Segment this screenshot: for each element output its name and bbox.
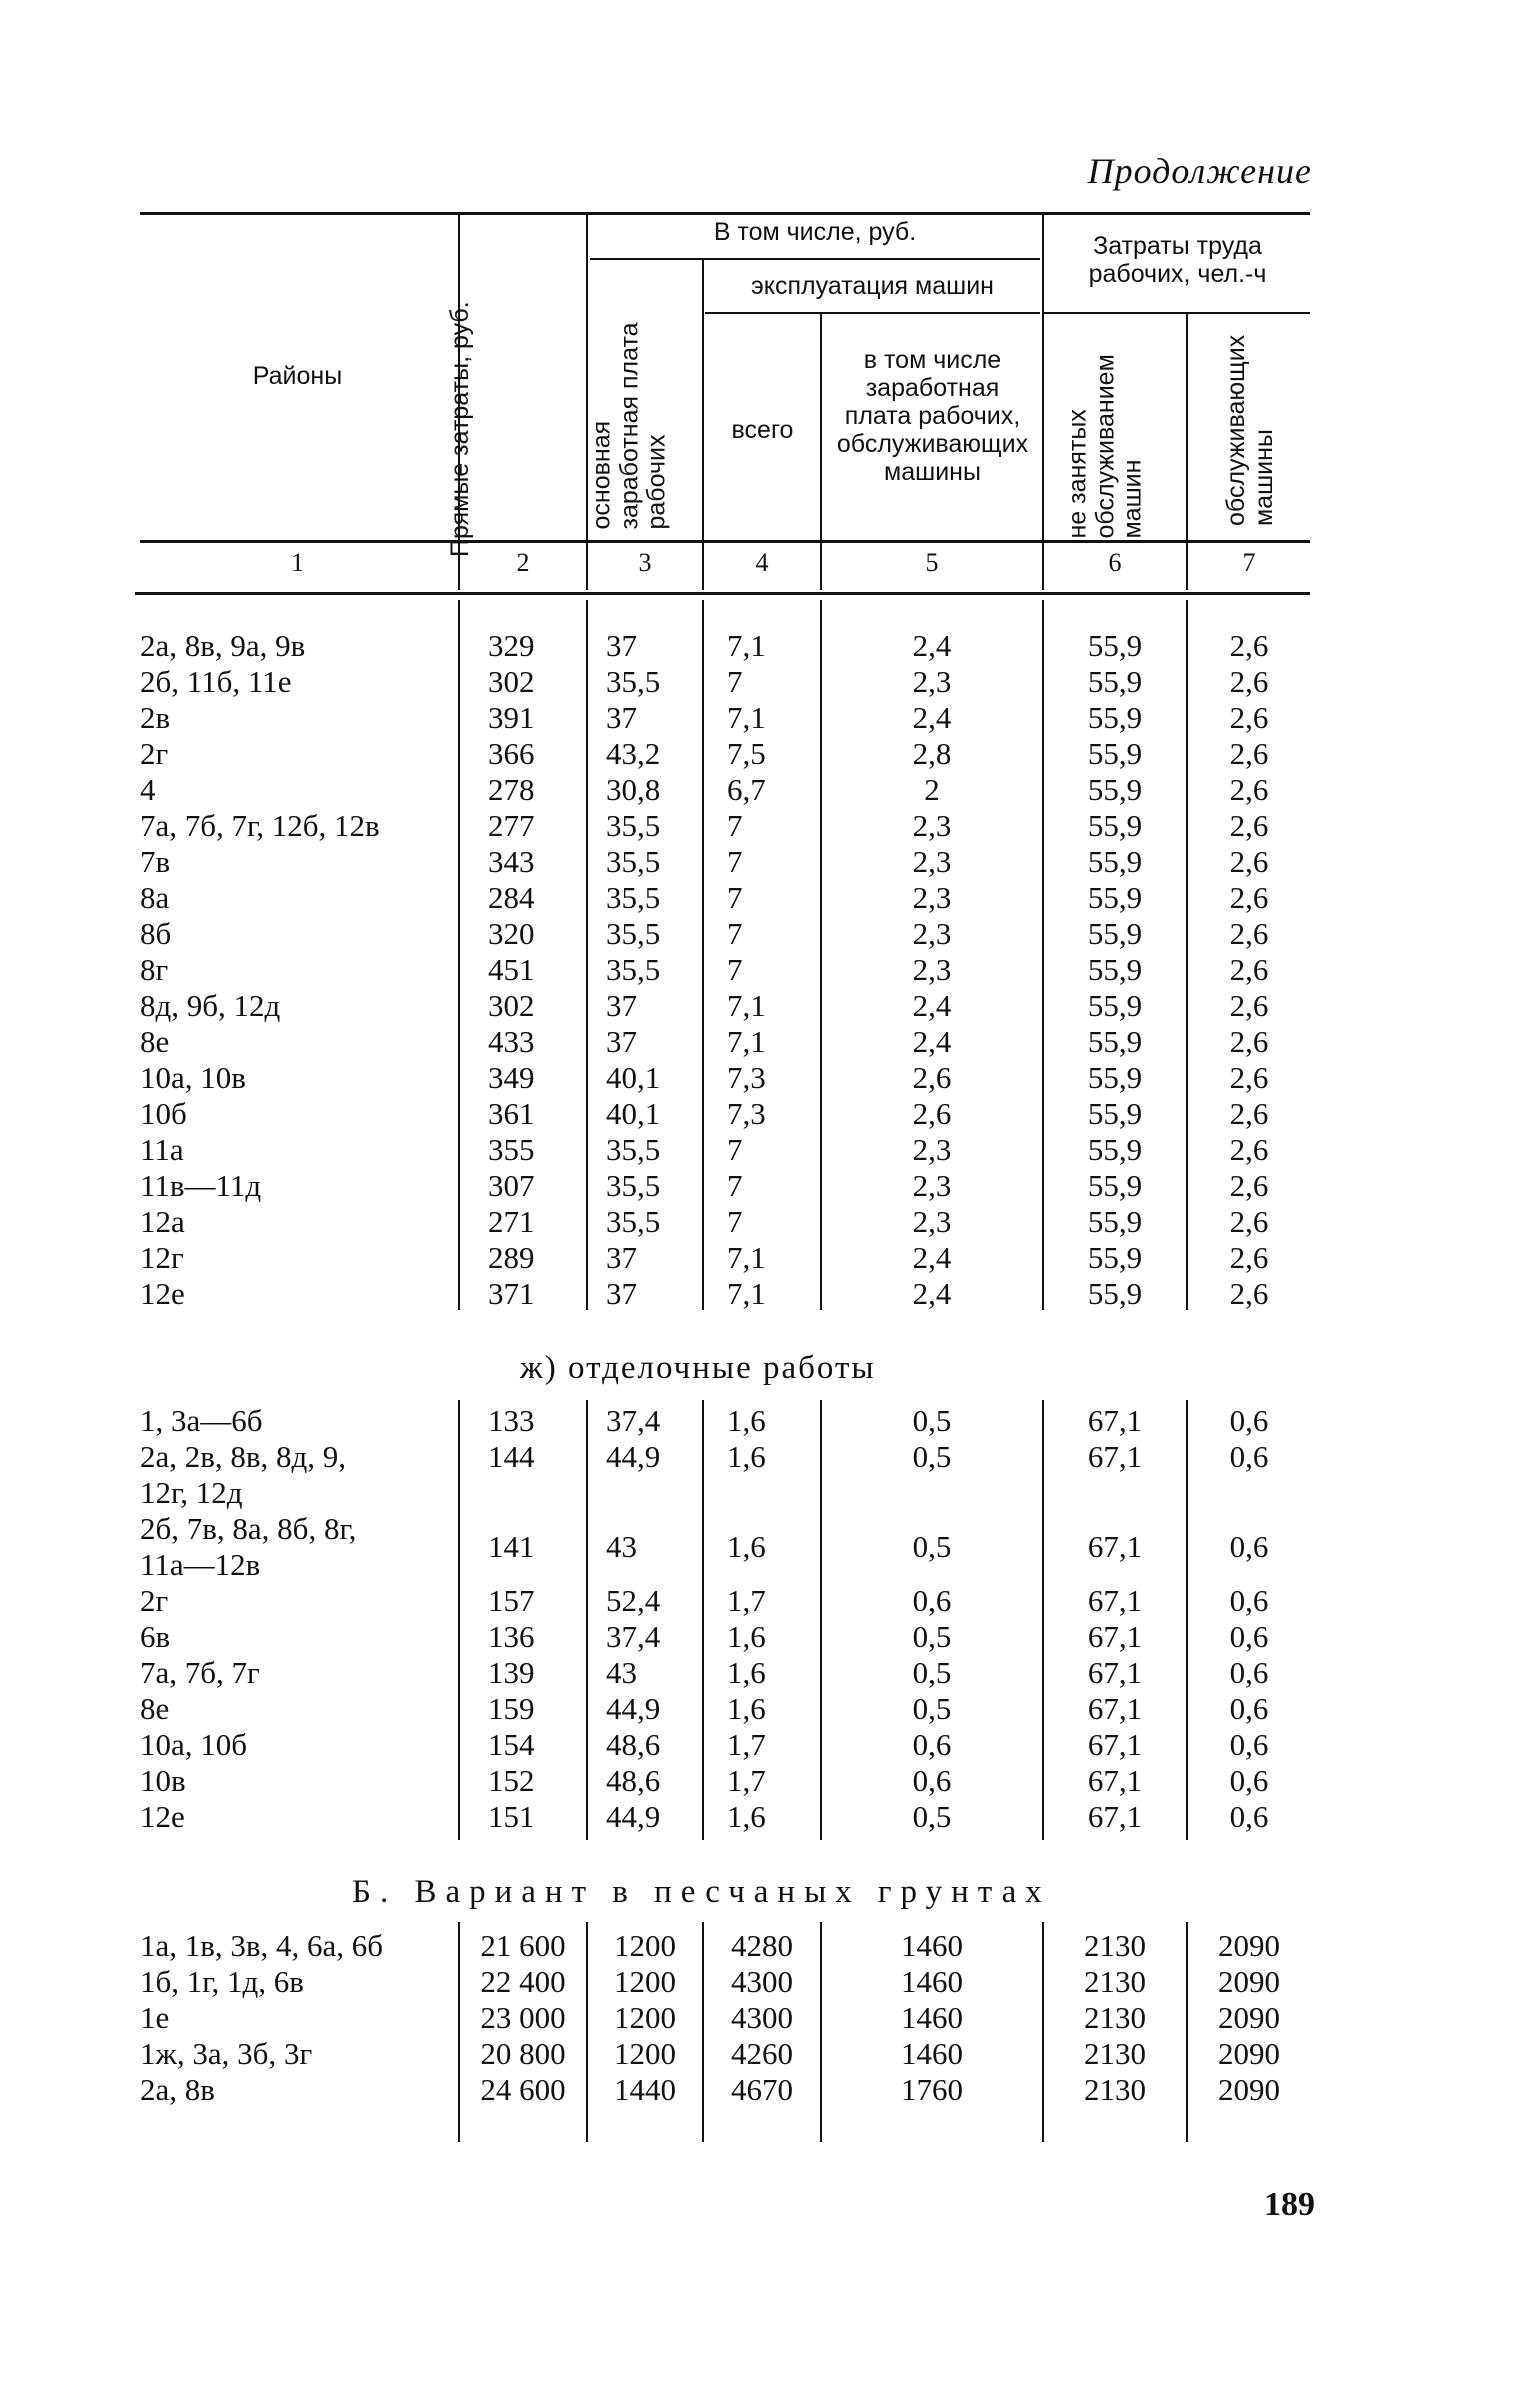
cell-col2: 144 bbox=[488, 1439, 535, 1474]
cell-col4: 7 bbox=[727, 1204, 743, 1239]
cell-col6: 55,9 bbox=[1087, 664, 1143, 699]
cell-col6: 2130 bbox=[1084, 2036, 1146, 2071]
cell-col3: 1440 bbox=[614, 2072, 676, 2107]
cell-col1: 1б, 1г, 1д, 6в bbox=[140, 1964, 304, 1999]
cell-col2: 355 bbox=[488, 1132, 535, 1167]
cell-col5: 0,5 bbox=[912, 1655, 952, 1690]
cell-col2: 24 600 bbox=[480, 2072, 566, 2107]
s1-vline-3 bbox=[702, 600, 704, 1310]
cell-col7: 2090 bbox=[1218, 2036, 1280, 2071]
cell-col6: 2130 bbox=[1084, 2072, 1146, 2107]
cell-col5: 2,6 bbox=[912, 1060, 952, 1095]
cell-col2: 159 bbox=[488, 1691, 535, 1726]
cell-col5: 2,4 bbox=[912, 700, 952, 735]
cell-col2: 343 bbox=[488, 844, 535, 879]
colnum-7: 7 bbox=[1242, 548, 1256, 577]
cell-col5: 1460 bbox=[901, 1964, 963, 1999]
cell-col6: 55,9 bbox=[1087, 880, 1143, 915]
continuation-label: Продолжение bbox=[1087, 151, 1312, 191]
cell-col1: 11а bbox=[140, 1132, 184, 1167]
cell-col6: 55,9 bbox=[1087, 700, 1143, 735]
cell-col2: 151 bbox=[488, 1799, 535, 1834]
cell-col3: 48,6 bbox=[606, 1763, 661, 1798]
cell-col3: 1200 bbox=[614, 2036, 676, 2071]
cell-col1: 2б, 11б, 11е bbox=[140, 664, 292, 699]
cell-col2: 433 bbox=[488, 1024, 535, 1059]
cell-col5: 2,3 bbox=[912, 1132, 952, 1167]
cell-col3: 44,9 bbox=[606, 1799, 661, 1834]
cell-col2: 22 400 bbox=[480, 1964, 566, 1999]
cell-col6: 55,9 bbox=[1087, 1276, 1143, 1311]
cell-col6: 67,1 bbox=[1087, 1763, 1143, 1798]
cell-col4: 7 bbox=[727, 1132, 743, 1167]
cell-col5: 2,3 bbox=[912, 952, 952, 987]
cell-col7: 2,6 bbox=[1229, 880, 1269, 915]
header-bottom-rule bbox=[140, 540, 1310, 543]
header-not-serving: не занятых обслуживанием машин bbox=[1063, 354, 1147, 539]
cell-col7: 2,6 bbox=[1229, 844, 1269, 879]
header-serving: обслуживающих машины bbox=[1222, 334, 1278, 526]
cell-col7: 2,6 bbox=[1229, 1024, 1269, 1059]
s1-vline-1 bbox=[458, 600, 460, 1310]
cell-col4: 1,6 bbox=[727, 1619, 766, 1654]
cell-col4: 1,7 bbox=[727, 1727, 766, 1762]
cell-col4: 7 bbox=[727, 880, 743, 915]
header-vline-3 bbox=[702, 260, 704, 590]
cell-col6: 67,1 bbox=[1087, 1619, 1143, 1654]
cell-col2: 451 bbox=[488, 952, 535, 987]
cell-col1: 8а bbox=[140, 880, 170, 915]
cell-col2: 21 600 bbox=[480, 1928, 566, 1963]
cell-col6: 55,9 bbox=[1087, 808, 1143, 843]
cell-col3: 1200 bbox=[614, 1928, 676, 1963]
cell-col5: 0,5 bbox=[912, 1529, 952, 1564]
cell-col1: 12г, 12д bbox=[140, 1475, 243, 1510]
cell-col5: 2,3 bbox=[912, 916, 952, 951]
cell-col4: 7,1 bbox=[727, 700, 766, 735]
cell-col2: 152 bbox=[488, 1763, 535, 1798]
cell-col7: 2,6 bbox=[1229, 700, 1269, 735]
cell-col3: 30,8 bbox=[606, 772, 661, 807]
cell-col6: 67,1 bbox=[1087, 1439, 1143, 1474]
cell-col2: 284 bbox=[488, 880, 535, 915]
cell-col1: 8е bbox=[140, 1691, 170, 1726]
cell-col3: 37,4 bbox=[606, 1403, 661, 1438]
cell-col7: 0,6 bbox=[1229, 1727, 1269, 1762]
cell-col7: 2090 bbox=[1218, 2000, 1280, 2035]
cell-col5: 0,5 bbox=[912, 1403, 952, 1438]
cell-col6: 67,1 bbox=[1087, 1583, 1143, 1618]
cell-col2: 277 bbox=[488, 808, 535, 843]
cell-col2: 361 bbox=[488, 1096, 535, 1131]
cell-col6: 55,9 bbox=[1087, 1096, 1143, 1131]
cell-col3: 35,5 bbox=[606, 952, 661, 987]
cell-col7: 2090 bbox=[1218, 2072, 1280, 2107]
cell-col7: 0,6 bbox=[1229, 1655, 1269, 1690]
cell-col7: 2,6 bbox=[1229, 1132, 1269, 1167]
cell-col4: 4300 bbox=[731, 2000, 793, 2035]
cell-col7: 2,6 bbox=[1229, 772, 1269, 807]
cell-col4: 7,1 bbox=[727, 628, 766, 663]
cell-col5: 2,3 bbox=[912, 664, 952, 699]
cell-col1: 1е bbox=[140, 2000, 170, 2035]
cell-col4: 7 bbox=[727, 808, 743, 843]
cell-col4: 1,7 bbox=[727, 1763, 766, 1798]
cell-col5: 0,6 bbox=[912, 1727, 952, 1762]
cell-col2: 141 bbox=[488, 1529, 535, 1564]
cell-col1: 8г bbox=[140, 952, 169, 987]
cell-col2: 136 bbox=[488, 1619, 535, 1654]
s2-vline-2 bbox=[586, 1400, 588, 1840]
cell-col7: 2,6 bbox=[1229, 916, 1269, 951]
colnum-1: 1 bbox=[291, 548, 304, 577]
cell-col6: 55,9 bbox=[1087, 1240, 1143, 1275]
cell-col1: 2г bbox=[140, 736, 169, 771]
cell-col1: 12е bbox=[140, 1799, 185, 1834]
cell-col1: 2б, 7в, 8а, 8б, 8г, bbox=[140, 1511, 357, 1546]
cell-col4: 7,5 bbox=[727, 736, 766, 771]
cell-col5: 2,4 bbox=[912, 1024, 952, 1059]
cell-col1: 1ж, 3а, 3б, 3г bbox=[140, 2036, 313, 2071]
cell-col5: 2,4 bbox=[912, 1276, 952, 1311]
cell-col7: 2,6 bbox=[1229, 952, 1269, 987]
cell-col4: 1,6 bbox=[727, 1403, 766, 1438]
cell-col2: 329 bbox=[488, 628, 535, 663]
cell-col7: 0,6 bbox=[1229, 1691, 1269, 1726]
cell-col1: 10б bbox=[140, 1096, 187, 1131]
header-machines: эксплуатация машин bbox=[751, 272, 994, 300]
cell-col5: 1760 bbox=[901, 2072, 963, 2107]
header-total: всего bbox=[731, 416, 794, 444]
cell-col1: 8б bbox=[140, 916, 172, 951]
cell-col4: 7,1 bbox=[727, 1024, 766, 1059]
cell-col6: 55,9 bbox=[1087, 1132, 1143, 1167]
s2-vline-1 bbox=[458, 1400, 460, 1840]
cell-col6: 55,9 bbox=[1087, 628, 1143, 663]
cell-col3: 35,5 bbox=[606, 1132, 661, 1167]
section2-title: ж) отделочные работы bbox=[520, 1350, 876, 1386]
cell-col2: 154 bbox=[488, 1727, 535, 1762]
cell-col5: 1460 bbox=[901, 1928, 963, 1963]
cell-col5: 0,5 bbox=[912, 1691, 952, 1726]
cell-col7: 2,6 bbox=[1229, 1204, 1269, 1239]
cell-col6: 55,9 bbox=[1087, 772, 1143, 807]
cell-col3: 37,4 bbox=[606, 1619, 661, 1654]
cell-col4: 7,3 bbox=[727, 1060, 766, 1095]
cell-col7: 0,6 bbox=[1229, 1403, 1269, 1438]
cell-col7: 2,6 bbox=[1229, 988, 1269, 1023]
cell-col7: 2,6 bbox=[1229, 1060, 1269, 1095]
cell-col3: 44,9 bbox=[606, 1691, 661, 1726]
cell-col3: 1200 bbox=[614, 2000, 676, 2035]
cell-col3: 35,5 bbox=[606, 844, 661, 879]
cell-col3: 35,5 bbox=[606, 1204, 661, 1239]
cell-col7: 2090 bbox=[1218, 1928, 1280, 1963]
cell-col3: 37 bbox=[606, 628, 637, 663]
cell-col2: 20 800 bbox=[480, 2036, 566, 2071]
colnum-3: 3 bbox=[638, 548, 652, 577]
colnum-2: 2 bbox=[516, 548, 530, 577]
labor-rule bbox=[1042, 312, 1310, 314]
cell-col1: 2а, 2в, 8в, 8д, 9, bbox=[140, 1439, 347, 1474]
cell-col1: 2в bbox=[140, 700, 171, 735]
cell-col3: 48,6 bbox=[606, 1727, 661, 1762]
colnum-bottom-rule bbox=[135, 592, 1310, 595]
cell-col7: 0,6 bbox=[1229, 1619, 1269, 1654]
cell-col2: 289 bbox=[488, 1240, 535, 1275]
cell-col1: 8д, 9б, 12д bbox=[140, 988, 281, 1023]
cell-col5: 0,5 bbox=[912, 1619, 952, 1654]
cell-col3: 40,1 bbox=[606, 1060, 661, 1095]
cell-col4: 7 bbox=[727, 664, 743, 699]
cell-col2: 302 bbox=[488, 664, 535, 699]
cell-col4: 7,1 bbox=[727, 1240, 766, 1275]
cell-col3: 37 bbox=[606, 700, 637, 735]
cell-col7: 2,6 bbox=[1229, 1096, 1269, 1131]
cell-col7: 2,6 bbox=[1229, 808, 1269, 843]
cell-col3: 37 bbox=[606, 1024, 637, 1059]
header-regions: Районы bbox=[252, 362, 343, 390]
cell-col6: 2130 bbox=[1084, 1928, 1146, 1963]
cell-col7: 0,6 bbox=[1229, 1763, 1269, 1798]
cell-col1: 11а—12в bbox=[140, 1547, 261, 1582]
cell-col7: 2,6 bbox=[1229, 628, 1269, 663]
cell-col5: 2,4 bbox=[912, 1240, 952, 1275]
header-machine-wage: в том числе заработная плата рабочих, обслуживающих машины bbox=[836, 346, 1029, 486]
cell-col6: 55,9 bbox=[1087, 736, 1143, 771]
cell-col1: 7а, 7б, 7г, 12б, 12в bbox=[140, 808, 380, 843]
cell-col2: 133 bbox=[488, 1403, 535, 1438]
header-labor: Затраты труда рабочих, чел.-ч bbox=[1088, 232, 1267, 288]
cell-col6: 67,1 bbox=[1087, 1403, 1143, 1438]
header-top-rule bbox=[140, 212, 1310, 215]
cell-col3: 37 bbox=[606, 1240, 637, 1275]
cell-col4: 4260 bbox=[731, 2036, 793, 2071]
cell-col6: 67,1 bbox=[1087, 1691, 1143, 1726]
cell-col7: 2090 bbox=[1218, 1964, 1280, 1999]
cell-col1: 12г bbox=[140, 1240, 184, 1275]
cell-col5: 2,3 bbox=[912, 1168, 952, 1203]
cell-col2: 278 bbox=[488, 772, 535, 807]
header-incl: В том числе, руб. bbox=[713, 218, 917, 246]
cell-col6: 67,1 bbox=[1087, 1529, 1143, 1564]
cell-col4: 1,6 bbox=[727, 1529, 766, 1564]
cell-col6: 2130 bbox=[1084, 1964, 1146, 1999]
cell-col2: 307 bbox=[488, 1168, 535, 1203]
cell-col4: 7 bbox=[727, 1168, 743, 1203]
cell-col1: 2а, 8в bbox=[140, 2072, 215, 2107]
cell-col1: 1а, 1в, 3в, 4, 6а, 6б bbox=[140, 1928, 384, 1963]
cell-col5: 2,3 bbox=[912, 1204, 952, 1239]
incl-rule bbox=[590, 258, 1040, 260]
cell-col4: 4280 bbox=[731, 1928, 793, 1963]
cell-col5: 2,6 bbox=[912, 1096, 952, 1131]
cell-col6: 67,1 bbox=[1087, 1655, 1143, 1690]
cell-col3: 35,5 bbox=[606, 808, 661, 843]
cell-col5: 1460 bbox=[901, 2036, 963, 2071]
cell-col6: 55,9 bbox=[1087, 1060, 1143, 1095]
cell-col1: 8е bbox=[140, 1024, 170, 1059]
cell-col5: 0,6 bbox=[912, 1583, 952, 1618]
cell-col4: 4300 bbox=[731, 1964, 793, 1999]
cell-col5: 2 bbox=[924, 772, 940, 807]
cell-col7: 2,6 bbox=[1229, 1276, 1269, 1311]
cell-col2: 139 bbox=[488, 1655, 535, 1690]
cell-col4: 7 bbox=[727, 844, 743, 879]
cell-col3: 44,9 bbox=[606, 1439, 661, 1474]
cell-col3: 37 bbox=[606, 988, 637, 1023]
cell-col2: 320 bbox=[488, 916, 535, 951]
cell-col2: 302 bbox=[488, 988, 535, 1023]
cell-col1: 10в bbox=[140, 1763, 186, 1798]
cell-col4: 1,6 bbox=[727, 1655, 766, 1690]
page-number: 189 bbox=[1264, 2186, 1315, 2223]
machines-rule bbox=[705, 312, 1040, 314]
cell-col2: 366 bbox=[488, 736, 535, 771]
cell-col5: 2,3 bbox=[912, 808, 952, 843]
cell-col6: 2130 bbox=[1084, 2000, 1146, 2035]
cell-col7: 2,6 bbox=[1229, 664, 1269, 699]
cell-col4: 7 bbox=[727, 916, 743, 951]
cell-col5: 2,4 bbox=[912, 628, 952, 663]
cell-col1: 7а, 7б, 7г bbox=[140, 1655, 260, 1690]
header-base-wage: основная заработная плата рабочих bbox=[587, 322, 671, 530]
header-vline-5 bbox=[1042, 215, 1044, 590]
colnum-5: 5 bbox=[925, 548, 939, 577]
cell-col6: 55,9 bbox=[1087, 1204, 1143, 1239]
cell-col6: 67,1 bbox=[1087, 1799, 1143, 1834]
cell-col1: 10а, 10в bbox=[140, 1060, 246, 1095]
cell-col3: 43,2 bbox=[606, 736, 661, 771]
cell-col4: 7 bbox=[727, 952, 743, 987]
cell-col5: 0,5 bbox=[912, 1799, 952, 1834]
cell-col2: 371 bbox=[488, 1276, 535, 1311]
cell-col1: 6в bbox=[140, 1619, 171, 1654]
cell-col3: 43 bbox=[606, 1529, 637, 1564]
cell-col3: 35,5 bbox=[606, 880, 661, 915]
cell-col3: 35,5 bbox=[606, 916, 661, 951]
header-direct-costs: Прямые затраты, руб. bbox=[446, 301, 474, 557]
cell-col3: 52,4 bbox=[606, 1583, 661, 1618]
cell-col2: 23 000 bbox=[480, 2000, 566, 2035]
cell-col3: 35,5 bbox=[606, 1168, 661, 1203]
cell-col2: 271 bbox=[488, 1204, 535, 1239]
cell-col3: 40,1 bbox=[606, 1096, 661, 1131]
cell-col4: 1,7 bbox=[727, 1583, 766, 1618]
cell-col1: 4 bbox=[140, 772, 156, 807]
cell-col5: 2,3 bbox=[912, 844, 952, 879]
cell-col3: 35,5 bbox=[606, 664, 661, 699]
cell-col5: 0,5 bbox=[912, 1439, 952, 1474]
cell-col7: 0,6 bbox=[1229, 1799, 1269, 1834]
cell-col1: 12е bbox=[140, 1276, 185, 1311]
cell-col6: 55,9 bbox=[1087, 988, 1143, 1023]
cell-col4: 7,3 bbox=[727, 1096, 766, 1131]
s2-vline-3 bbox=[702, 1400, 704, 1840]
cell-col7: 2,6 bbox=[1229, 1168, 1269, 1203]
cell-col2: 349 bbox=[488, 1060, 535, 1095]
cell-col5: 1460 bbox=[901, 2000, 963, 2035]
cell-col4: 7,1 bbox=[727, 988, 766, 1023]
cell-col6: 67,1 bbox=[1087, 1727, 1143, 1762]
cell-col4: 7,1 bbox=[727, 1276, 766, 1311]
cell-col1: 11в—11д bbox=[140, 1168, 262, 1203]
cell-col3: 43 bbox=[606, 1655, 637, 1690]
cell-col1: 7в bbox=[140, 844, 171, 879]
cell-col3: 37 bbox=[606, 1276, 637, 1311]
cell-col1: 10а, 10б bbox=[140, 1727, 248, 1762]
cell-col4: 1,6 bbox=[727, 1439, 766, 1474]
cell-col4: 1,6 bbox=[727, 1691, 766, 1726]
cell-col7: 0,6 bbox=[1229, 1529, 1269, 1564]
cell-col6: 55,9 bbox=[1087, 844, 1143, 879]
s1-vline-2 bbox=[586, 600, 588, 1310]
cell-col4: 4670 bbox=[731, 2072, 793, 2107]
cell-col7: 0,6 bbox=[1229, 1439, 1269, 1474]
cell-col2: 157 bbox=[488, 1583, 535, 1618]
cell-col5: 2,3 bbox=[912, 880, 952, 915]
colnum-4: 4 bbox=[755, 548, 769, 577]
cell-col7: 0,6 bbox=[1229, 1583, 1269, 1618]
cell-col5: 2,8 bbox=[912, 736, 952, 771]
cell-col1: 2а, 8в, 9а, 9в bbox=[140, 628, 306, 663]
cell-col1: 2г bbox=[140, 1583, 169, 1618]
cell-col2: 391 bbox=[488, 700, 535, 735]
cell-col4: 1,6 bbox=[727, 1799, 766, 1834]
cell-col3: 1200 bbox=[614, 1964, 676, 1999]
colnum-6: 6 bbox=[1108, 548, 1122, 577]
cell-col7: 2,6 bbox=[1229, 736, 1269, 771]
cell-col4: 6,7 bbox=[727, 772, 766, 807]
cell-col6: 55,9 bbox=[1087, 1168, 1143, 1203]
cell-col1: 1, 3а—6б bbox=[140, 1403, 263, 1438]
section3-title: Б. Вариант в песчаных грунтах bbox=[352, 1874, 1051, 1910]
cell-col7: 2,6 bbox=[1229, 1240, 1269, 1275]
cell-col6: 55,9 bbox=[1087, 952, 1143, 987]
cell-col6: 55,9 bbox=[1087, 916, 1143, 951]
cell-col1: 12а bbox=[140, 1204, 185, 1239]
cell-col6: 55,9 bbox=[1087, 1024, 1143, 1059]
cell-col5: 0,6 bbox=[912, 1763, 952, 1798]
cell-col5: 2,4 bbox=[912, 988, 952, 1023]
